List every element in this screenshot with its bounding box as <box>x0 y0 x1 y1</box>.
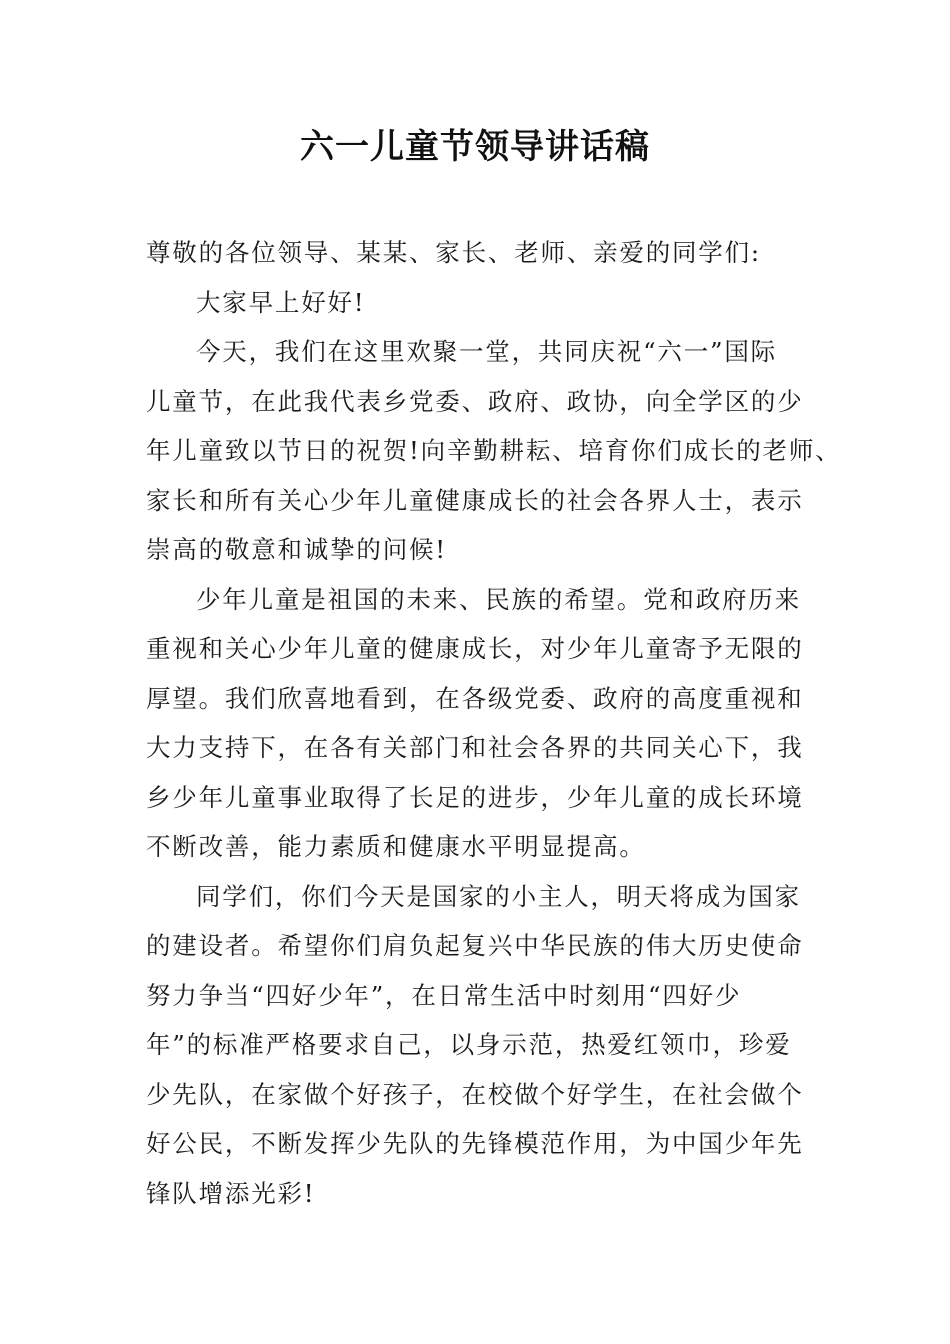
document-body <box>146 228 842 1218</box>
paragraph-line: 努力争当“四好少年”，在日常生活中时刻用“四好少 <box>146 980 742 1010</box>
paragraph-line: 重视和关心少年儿童的健康成长，对少年儿童寄予无限的 <box>146 634 804 663</box>
paragraph-line: 同学们，你们今天是国家的小主人，明天将成为国家 <box>196 881 801 911</box>
paragraph-line: 厚望。我们欣喜地看到，在各级党委、政府的高度重视和 <box>146 683 804 713</box>
salutation-line: 尊敬的各位领导、某某、家长、老师、亲爱的同学们: <box>146 238 761 267</box>
paragraph-line: 好公民，不断发挥少先队的先锋模范作用，为中国少年先 <box>146 1129 804 1158</box>
paragraph-line: 儿童节，在此我代表乡党委、政府、政协，向全学区的少 <box>146 386 804 416</box>
document-title: 六一儿童节领导讲话稿 <box>300 127 650 167</box>
paragraph-line: 少先队，在家做个好孩子，在校做个好学生，在社会做个 <box>146 1079 804 1109</box>
paragraph-line: 不断改善，能力素质和健康水平明显提高。 <box>146 832 646 861</box>
paragraph-line: 少年儿童是祖国的未来、民族的希望。党和政府历来 <box>196 584 801 614</box>
paragraph-line: 的建设者。希望你们肩负起复兴中华民族的伟大历史使命 <box>146 931 804 960</box>
paragraph-line: 崇高的敬意和诚挚的问候! <box>146 535 447 564</box>
paragraph-line: 今天，我们在这里欢聚一堂，共同庆祝“六一”国际 <box>196 337 777 366</box>
paragraph-line: 年”的标准严格要求自己，以身示范，热爱红领巾，珍爱 <box>146 1030 792 1059</box>
paragraph-line: 大力支持下，在各有关部门和社会各界的共同关心下，我 <box>146 733 804 762</box>
paragraph-line: 家长和所有关心少年儿童健康成长的社会各界人士，表示 <box>146 485 804 515</box>
paragraph-line: 年儿童致以节日的祝贺!向辛勤耕耘、培育你们成长的老师、 <box>146 436 842 465</box>
paragraph-line: 锋队增添光彩! <box>146 1178 316 1208</box>
paragraph-line: 乡少年儿童事业取得了长足的进步，少年儿童的成长环境 <box>146 782 804 812</box>
greeting-line: 大家早上好好! <box>196 287 366 317</box>
